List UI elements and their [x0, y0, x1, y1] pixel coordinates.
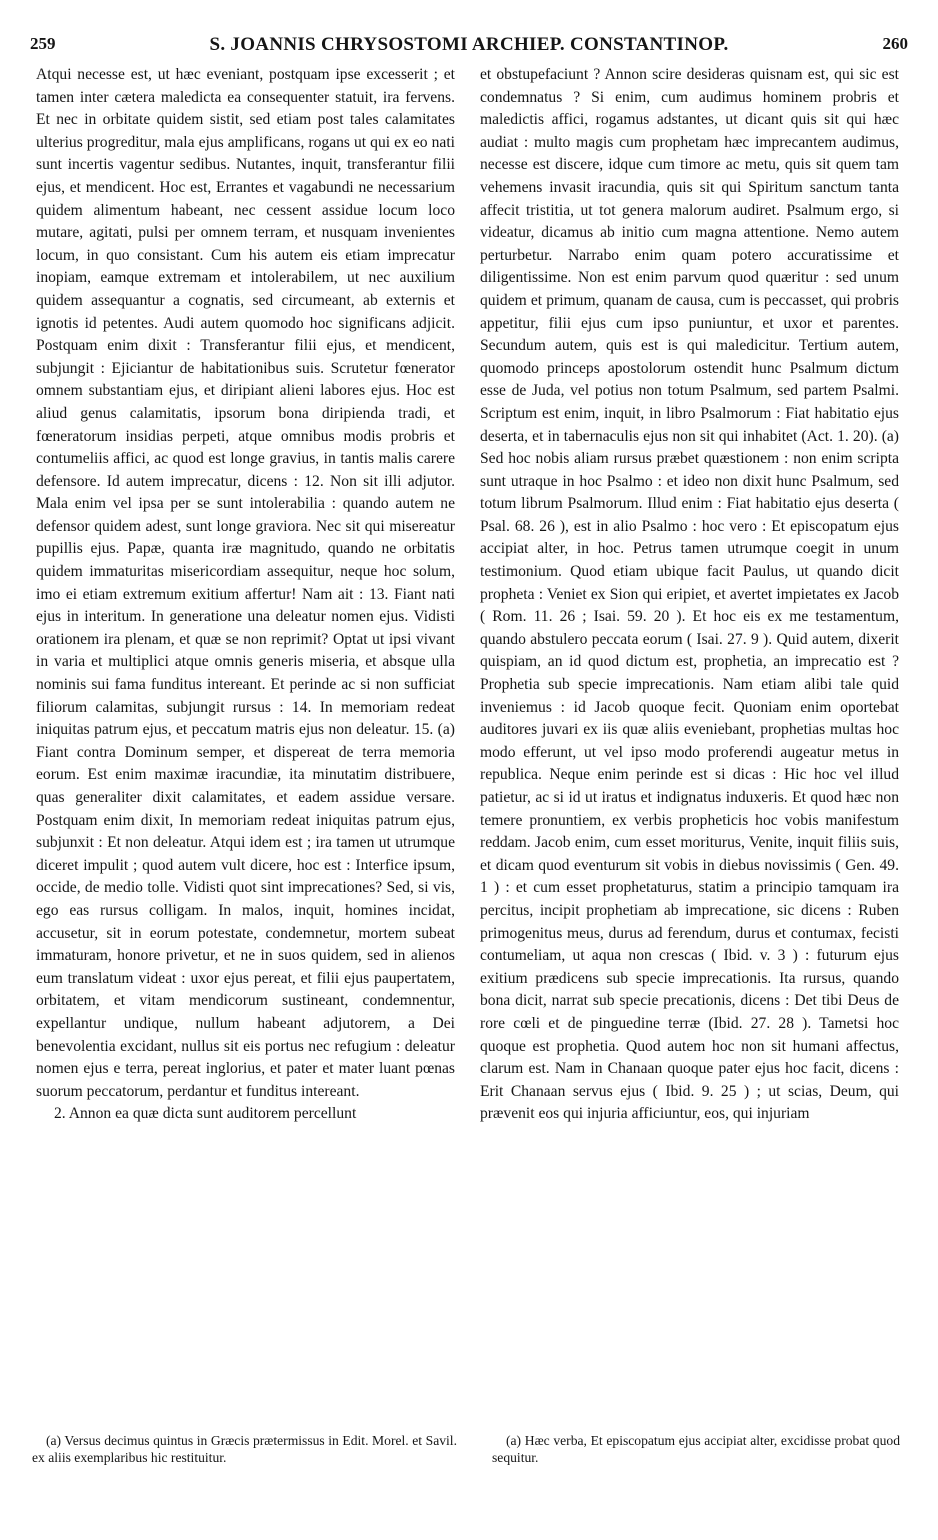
right-paragraph-1: et obstupefaciunt ? Annon scire desideras quisnam est, qui sic est condemnatus ? Si enim, cum audimus hominem probris et maledictis affici, rogamus adstantes, ut dicant quis sit qui hæc audiat : multo magis cum prophetam hæc imprecantem audimus, necesse est discere, idque cum timore ac metu, quis sit quem tam vehemens invasit iracundia, quis sit qui Spiritum sanctum tanta affecit tristitia, ut tot genera malorum audiret. Psalmum ergo, si videatur, dicamus ab initio cum magna attentione. Nemo autem perturbetur. Narrabo enim quam potero accuratissime et diligentissime. Non est enim parvum quod quæritur : sed unum quidem et primum, quanam de causa, cum is peccasset, qui probris appetitur, filii ejus cum ipso puniuntur, et uxor et parentes. Secundum autem, quis est is qui maledicitur. Tertium autem, quomodo princeps apostolorum ostendit hunc Psalmum dictum esse de Juda, vel potius non totum Psalmum, sed partem Psalmi. Scriptum est enim, inquit, in libro Psalmorum : Fiat habitatio ejus deserta, et in tabernaculis ejus non sit qui inhabitet (Act. 1. 20). (a) Sed hoc nobis aliam rursus præbet quæstionem : non enim scripta sunt utraque in hoc Psalmo : et ideo non dixit hunc Psalmum, sed totum librum Psalmorum. Illud enim : Fiat habitatio ejus deserta ( Psal. 68. 26 ), est in alio Psalmo : hoc vero : Et episcopatum ejus accipiat alter, in hoc. Petrus tamen utrumque coegit in unum testimonium. Quod etiam ubique facit Paulus, ut quando dicit propheta : Veniet ex Sion qui eripiet, et avertet impietates ex Jacob ( Rom. 11. 26 ; Isai. 59. 20 ). Et hoc eis ex me testamentum, quando abstulero peccata eorum ( Isai. 27. 9 ). Quid autem, dixerit quispiam, an id quod dictum est, prophetia, an imprecatio est ? Prophetia sub specie imprecationis. Nam etiam alibi tale quid inveniemus : id Jacob quoque fecit. Quoniam enim oportebat auditores juvari ex iis quæ aliis eveniebant, prophetias multas hoc modo efferunt, ut vel ipso modo proferendi augeatur metus in republica. Neque enim perinde est si dicas : Hic hoc vel illud patietur, ac si id ut iratus et indignatus induxeris. Et quod hæc non temere pronuntiem, ex verbis propheticis hoc vobis manifestum reddam. Jacob enim, cum esset moriturus, Venite, inquit filiis suis, et dicam quod eventurum sit vobis in diebus novissimis ( Gen. 49. 1 ) : et cum esset prophetaturus, statim a principio tamquam ira percitus, incipit prophetiam ab imprecatione, sic dicens : Ruben primogenitus meus, durus ad ferendum, durus et contumax, fecisti contumeliam, ut aqua non crescas ( Ibid. v. 3 ) : futurum ejus exitium prædicens sub specie imprecationis. Ita rursus, quando bona dicit, narrat sub specie precationis, dicens : Det tibi Deus de rore cœli et de pinguedine terræ (Ibid. 27. 28 ). Tametsi hoc quoque est prophetia. Quod autem hoc non sit humani affectus, clarum est. Nam in Chanaan quoque pater ejus hoc facit, dicens : Erit Chanaan servus ejus ( Ibid. 9. 25 ) ; ut scias, Deum, qui prævenit eos qui injuria afficiuntur, eos, qui injuriam [480, 66, 899, 1123]
left-paragraph-2: 2. Annon ea quæ dicta sunt auditorem percellunt [54, 1105, 357, 1123]
right-column [480, 64, 899, 1126]
left-paragraph-1: Atqui necesse est, ut hæc eveniant, postquam ipse excesserit ; et tamen inter cætera maledicta ea consequenter statuit, ira fervens. Et nec in orbitate quidem sistit, sed etiam post tales calamitates ulterius progreditur, mala ejus amplificans, rogans ut qui ex eo nati sunt incertis vagentur sedibus. Nutantes, inquit, transferantur filii ejus, et mendicent. Hoc est, Errantes et vagabundi ne necessarium quidem alimentum habeant, nec cessent assidue locum loco mutare, agitati, pulsi per omnem terram, et nusquam invenientes locum, in quo consistant. Cum his autem eis etiam imprecatur inopiam, eamque extremam et intolerabilem, ut nec auxilium quidem assequantur a cognatis, sed circumeant, ab externis et ignotis id petentes. Audi autem quomodo hoc significans adjicit. Postquam enim dixit : Transferantur filii ejus, et mendicent, subjungit : Ejiciantur de habitationibus suis. Scrutetur fœnerator omnem substantiam ejus, et diripiant alieni labores ejus. Hoc est aliud genus calamitatis, ipsorum bona diripienda tradi, et fœneratorum insidias perpeti, atque omnibus modis probris et contumeliis affici, ac quod est longe gravius, in tantis malis carere defensore. Id autem imprecatur, dicens : 12. Non sit illi adjutor. Mala enim vel ipsa per se sunt intolerabilia : quando autem ne defensor quidem adest, sunt longe graviora. Nec sit qui misereatur pupillis ejus. Papæ, quanta iræ magnitudo, quando ne orbitatis quidem immaturitas misericordiam assequitur, neque hoc solum, imo ei etiam extremum exitium affertur! Nam ait : 13. Fiant nati ejus in interitum. In generatione una deleatur nomen ejus. Vidisti orationem ira plenam, et quæ se non reprimit? Optat ut ipsi vivant in varia et multiplici atque omnis generis miseria, et absque ulla nominis sui fama funditus intereant. Et perinde ac si non sufficiat filiorum calamitas, subjungit rursus : 14. In memoriam redeat iniquitas patrum ejus, et peccatum matris ejus non deleatur. 15. (a) Fiant contra Dominum semper, et dispereat de terra memoria eorum. Est enim maximæ iracundiæ, ita minutatim distribuere, quas generaliter dixit calamitates, et eadem assidue versare. Postquam enim dixit, In memoriam redeat iniquitas patrum ejus, subjunxit : Et non deleatur. Atqui idem est ; ira tamen ut utrumque diceret impulit ; quod autem vult dicere, hoc est : Interfice ipsum, occide, de medio tolle. Vidisti quot sint imprecationes? Sed, si vis, ego eas rursus colligam. In malos, inquit, homines incidat, accusetur, sit in eorum potestate, condemnetur, mortem subeat immaturam, honore privetur, et ne in suos quidem, sed in alienos eum translatum videat : uxor ejus pereat, et filii ejus paupertatem, orbitatem, et vitam mendicorum sustineant, condemnentur, expellantur undique, nullum habeant adjutorem, a Dei benevolentia excidant, nullus sit eis portus nec refugium : deleatur nomen ejus e terra, pereat inglorius, et pater et mater luant pœnas suorum peccatorum, perdantur et funditus intereant. [36, 66, 455, 1100]
page-header [30, 34, 908, 60]
left-column [36, 64, 455, 1126]
footnote-right [492, 1432, 900, 1466]
footnote-left [32, 1432, 457, 1466]
footnote-right-text: (a) Hæc verba, Et episcopatum ejus accipiat alter, excidisse probat quod sequitur. [492, 1433, 900, 1465]
page-number-right: 260 [882, 34, 908, 53]
page-number-left: 259 [30, 34, 56, 53]
running-title: S. JOANNIS CHRYSOSTOMI ARCHIEP. CONSTANTINOP. [209, 34, 729, 55]
footnote-left-text: (a) Versus decimus quintus in Græcis prætermissus in Edit. Morel. et Savil. ex aliis exemplaribus hic restituitur. [32, 1433, 457, 1465]
